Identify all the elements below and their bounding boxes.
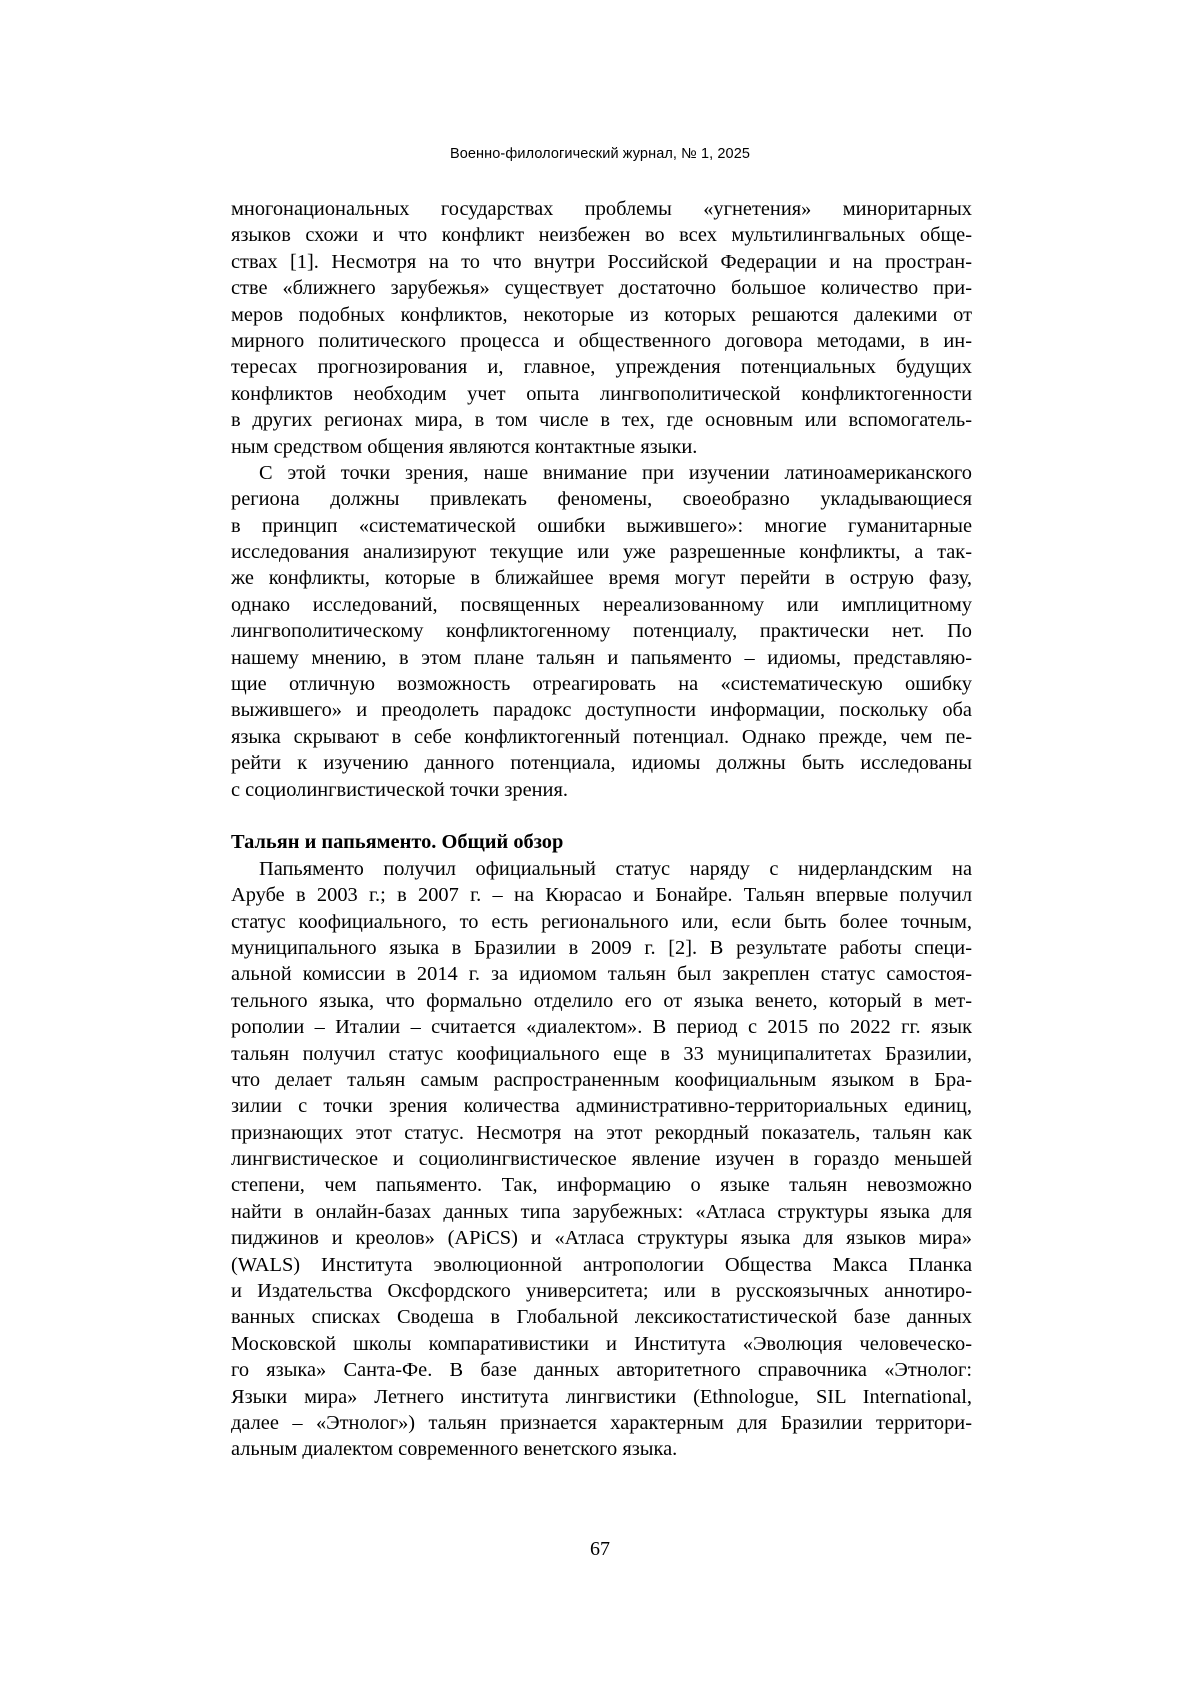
text-line: рополии – Италии – считается «диалектом». В период с 2015 по 2022 гг. язык bbox=[231, 1016, 972, 1039]
section-heading: Тальян и папьяменто. Общий обзор bbox=[231, 831, 564, 854]
body-text bbox=[231, 196, 972, 1463]
text-line: что делает тальян самым распространенным коофициальным языком в Бра- bbox=[231, 1068, 972, 1091]
text-line: в принцип «систематической ошибки выжившего»: многие гуманитарные bbox=[231, 514, 972, 537]
text-line: тересах прогнозирования и, главное, упреждения потенциальных будущих bbox=[231, 356, 972, 379]
text-line: ванных списках Сводеша в Глобальной лексикостатистической базе данных bbox=[231, 1306, 972, 1329]
text-line: (WALS) Института эволюционной антропологии Общества Макса Планка bbox=[231, 1253, 972, 1276]
text-line: тальян получил статус коофициального еще в 33 муниципалитетах Бразилии, bbox=[231, 1042, 972, 1065]
text-line: мирного политического процесса и общественного договора методами, в ин- bbox=[231, 329, 972, 352]
text-line: ным средством общения являются контактные языки. bbox=[231, 435, 698, 458]
text-line: языка скрывают в себе конфликтогенный потенциал. Однако прежде, чем пе- bbox=[231, 725, 972, 748]
text-line: зилии с точки зрения количества административно-территориальных единиц, bbox=[231, 1095, 972, 1118]
text-line: меров подобных конфликтов, некоторые из которых решаются далекими от bbox=[231, 303, 972, 326]
text-line: далее – «Этнолог») тальян признается характерным для Бразилии территори- bbox=[231, 1411, 972, 1434]
text-line: выжившего» и преодолеть парадокс доступности информации, поскольку оба bbox=[231, 699, 972, 722]
text-line: пиджинов и креолов» (APiCS) и «Атласа структуры языка для языков мира» bbox=[231, 1227, 972, 1250]
text-line: Языки мира» Летнего института лингвистики (Ethnologue, SIL International, bbox=[231, 1385, 972, 1408]
text-line: лингвополитическому конфликтогенному потенциалу, практически нет. По bbox=[231, 620, 972, 643]
text-line: нашему мнению, в этом плане тальян и папьяменто – идиомы, представляю- bbox=[231, 646, 972, 669]
text-line: степени, чем папьяменто. Так, информацию о языке тальян невозможно bbox=[231, 1174, 972, 1197]
text-line: рейти к изучению данного потенциала, идиомы должны быть исследованы bbox=[231, 752, 972, 775]
section-gap bbox=[231, 803, 972, 829]
text-line: региона должны привлекать феномены, своеобразно укладывающиеся bbox=[231, 488, 972, 511]
text-line: языков схожи и что конфликт неизбежен во всех мультилингвальных обще- bbox=[231, 224, 972, 247]
text-line: конфликтов необходим учет опыта лингвополитической конфликтогенности bbox=[231, 382, 972, 405]
text-line: однако исследований, посвященных нереализованному или имплицитному bbox=[231, 593, 972, 616]
text-line: в других регионах мира, в том числе в тех, где основным или вспомогатель- bbox=[231, 409, 972, 432]
text-line: Папьяменто получил официальный статус наряду с нидерландским на bbox=[259, 857, 972, 880]
text-line: статус коофициального, то есть регионального или, если быть более точным, bbox=[231, 910, 972, 933]
text-line: найти в онлайн-базах данных типа зарубежных: «Атласа структуры языка для bbox=[231, 1200, 972, 1223]
paragraph-2 bbox=[231, 460, 972, 803]
text-line: стве «ближнего зарубежья» существует достаточно большое количество при- bbox=[231, 277, 972, 300]
text-line: с социолингвистической точки зрения. bbox=[231, 778, 568, 801]
text-line: муниципального языка в Бразилии в 2009 г. [2]. В результате работы специ- bbox=[231, 936, 972, 959]
page-number: 67 bbox=[590, 1538, 610, 1560]
text-line: альной комиссии в 2014 г. за идиомом тальян был закреплен статус самостоя- bbox=[231, 963, 972, 986]
text-line: многонациональных государствах проблемы «угнетения» миноритарных bbox=[231, 198, 972, 220]
section-talian-papiamento bbox=[231, 829, 972, 1462]
text-line: ствах [1]. Несмотря на то что внутри Российской Федерации и на простран- bbox=[231, 250, 972, 273]
text-line: щие отличную возможность отреагировать на «систематическую ошибку bbox=[231, 673, 972, 696]
paragraph-1 bbox=[231, 196, 972, 460]
text-line: же конфликты, которые в ближайшее время могут перейти в острую фазу, bbox=[231, 567, 972, 590]
text-line: тельного языка, что формально отделило его от языка венето, который в мет- bbox=[231, 989, 972, 1012]
text-line: исследования анализируют текущие или уже разрешенные конфликты, а так- bbox=[231, 541, 972, 564]
text-line: С этой точки зрения, наше внимание при изучении латиноамериканского bbox=[259, 461, 972, 484]
text-line: альным диалектом современного венетского языка. bbox=[231, 1438, 678, 1461]
text-line: признающих этот статус. Несмотря на этот рекордный показатель, тальян как bbox=[231, 1121, 972, 1144]
text-line: Московской школы компаративистики и Института «Эволюция человеческо- bbox=[231, 1332, 972, 1355]
text-line: лингвистическое и социолингвистическое явление изучен в гораздо меньшей bbox=[231, 1148, 972, 1171]
text-line: и Издательства Оксфордского университета; или в русскоязычных аннотиро- bbox=[231, 1280, 972, 1303]
text-line: го языка» Санта-Фе. В базе данных авторитетного справочника «Этнолог: bbox=[231, 1359, 972, 1382]
running-header: Военно-филологический журнал, № 1, 2025 bbox=[449, 146, 751, 162]
text-line: Арубе в 2003 г.; в 2007 г. – на Кюрасао и Бонайре. Тальян впервые получил bbox=[231, 884, 972, 907]
